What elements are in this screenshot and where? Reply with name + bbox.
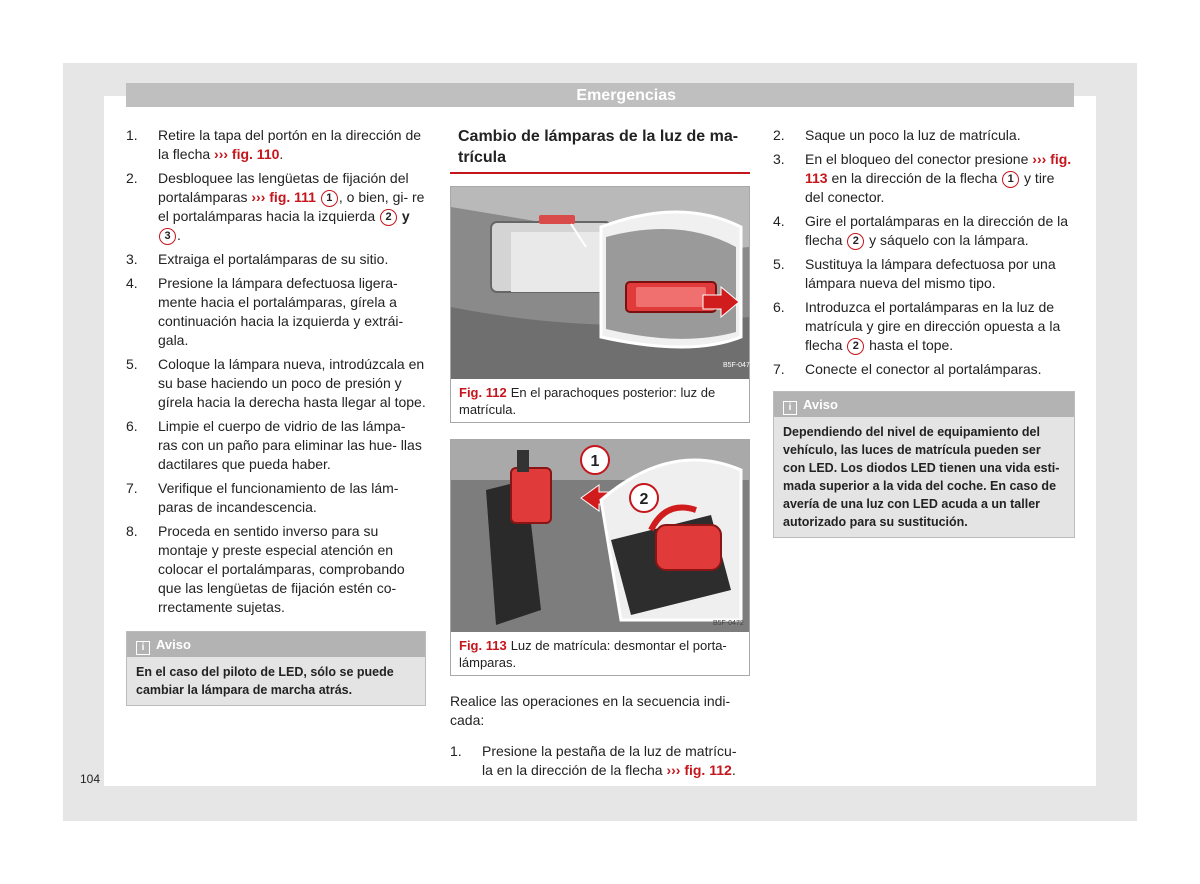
step-item [773, 212, 1075, 250]
step-item [126, 355, 426, 412]
step-number: 7. [126, 480, 138, 496]
step-text: Coloque la lámpara nueva, introdúzcala en su base haciendo un poco de presión y gírela hacia la derecha hasta llegar al tope. [158, 356, 426, 410]
step-text: . [731, 762, 736, 778]
step-text: , o bien, gi- re el portalámparas hacia la izquierda [158, 189, 425, 224]
step-number: 1. [126, 127, 138, 143]
section-title: Cambio de lámparas de la luz de ma- trícula [450, 126, 750, 174]
callout-number: 3 [159, 228, 176, 245]
notice-box-1 [126, 631, 426, 706]
figure-reference-link[interactable]: ››› fig. 113 [805, 151, 1072, 186]
step-item [126, 250, 426, 269]
step-number: 5. [126, 356, 138, 372]
step-item [126, 522, 426, 617]
column-2 [450, 126, 754, 785]
info-icon: i [136, 641, 150, 655]
figure-reference-link[interactable]: ››› fig. 110 [214, 146, 280, 162]
figure-caption [451, 632, 749, 675]
step-text: Retire la tapa del portón en la dirección de la flecha [158, 127, 422, 162]
step-number: 6. [773, 299, 785, 315]
notice-body: En el caso del piloto de LED, sólo se puede cambiar la lámpara de marcha atrás. [136, 665, 394, 697]
info-icon: i [783, 401, 797, 415]
step-text [316, 189, 320, 205]
step-text: Presione la lámpara defectuosa ligera- mente hacia el portalámparas, gírela a continuación hacia la izquierda y extrái- gala. [158, 275, 404, 348]
step-item [773, 298, 1075, 355]
step-text: y tire del conector. [805, 170, 1055, 205]
step-number: 4. [126, 275, 138, 291]
step-text: Introduzca el portalámparas en la luz de matrícula y gire en dirección opuesta a la flecha [805, 299, 1061, 353]
section-header [126, 83, 1074, 107]
license-plate-light-illustration [451, 187, 754, 379]
step-item [773, 150, 1075, 207]
step-number: 2. [773, 127, 785, 143]
figure-label: Fig. 112 [459, 385, 507, 400]
callout-number: 2 [380, 209, 397, 226]
callout-number: 1 [321, 190, 338, 207]
figure-caption-text: En el parachoques posterior: luz de matrícula. [459, 385, 716, 417]
step-number: 3. [126, 251, 138, 267]
lamp-holder-removal-illustration [451, 440, 749, 632]
step-number: 7. [773, 361, 785, 377]
steps-list-1 [126, 126, 426, 617]
notice-body: Dependiendo del nivel de equipamiento del vehículo, las luces de matrícula pueden ser con LED. Los diodos LED tienen una vida esti- mada superior a la vida del coche. En caso de avería de una luz con LED acuda a un taller autorizado para su sustitución. [783, 425, 1060, 529]
step-number: 3. [773, 151, 785, 167]
step-number: 1. [450, 743, 462, 759]
figure-113 [450, 439, 750, 676]
page-number: 104 [80, 772, 101, 786]
step-text: Gire el portalámparas en la dirección de la flecha [805, 213, 1069, 248]
step-text: Presione la pestaña de la luz de matrícu- la en la dirección de la flecha [482, 743, 737, 778]
section-header-title: Emergencias [576, 87, 676, 104]
step-item [773, 126, 1075, 145]
figure-caption-text: Luz de matrícula: desmontar el porta- lámparas. [459, 638, 727, 670]
notice-box-2 [773, 391, 1075, 538]
column-3 [773, 126, 1075, 538]
step-number: 2. [126, 170, 138, 186]
callout-1: 1 [590, 453, 600, 470]
step-item [126, 274, 426, 350]
callout-number: 2 [847, 338, 864, 355]
step-item [126, 417, 426, 474]
notice-title: Aviso [803, 397, 838, 412]
step-text: y [398, 208, 410, 224]
step-text: . [279, 146, 284, 162]
step-number: 5. [773, 256, 785, 272]
step-text: Verifique el funcionamiento de las lám- paras de incandescencia. [158, 480, 399, 515]
figure-reference-link[interactable]: ››› fig. 112 [666, 762, 732, 778]
step-text: . [177, 227, 181, 243]
step-number: 8. [126, 523, 138, 539]
step-item [126, 126, 426, 164]
callout-number: 2 [847, 233, 864, 250]
step-text: Desbloquee las lengüetas de fijación del portalámparas [158, 170, 409, 205]
step-text: Extraiga el portalámparas de su sitio. [158, 251, 389, 267]
figure-112 [450, 186, 754, 423]
step-text: Sustituya la lámpara defectuosa por una lámpara nueva del mismo tipo. [805, 256, 1056, 291]
figure-reference-link[interactable]: ››› fig. 111 [251, 189, 316, 205]
figure-caption [451, 379, 749, 422]
step-item [773, 255, 1075, 293]
notice-header [774, 392, 1074, 417]
steps-list-2 [450, 742, 750, 780]
column-1 [126, 126, 426, 706]
step-text: Conecte el conector al portalámparas. [805, 361, 1042, 377]
step-text: Saque un poco la luz de matrícula. [805, 127, 1021, 143]
step-item [126, 479, 426, 517]
step-text: en la dirección de la flecha [827, 170, 1002, 186]
figure-code: B5F-0472 [713, 620, 744, 627]
step-text: En el bloqueo del conector presione [805, 151, 1033, 167]
step-item [126, 169, 426, 245]
notice-header [127, 632, 425, 657]
figure-label: Fig. 113 [459, 638, 507, 653]
figure-code: B5F-0471 [723, 362, 754, 369]
intro-paragraph: Realice las operaciones en la secuencia indi- cada: [450, 693, 731, 728]
notice-title: Aviso [156, 637, 191, 652]
callout-2: 2 [639, 491, 649, 508]
callout-number: 1 [1002, 171, 1019, 188]
step-item [773, 360, 1075, 379]
step-number: 4. [773, 213, 785, 229]
step-text: Proceda en sentido inverso para su montaje y preste especial atención en colocar el portalámparas, comprobando que las lengüetas de fijación estén co- rrectamente sujetas. [158, 523, 405, 615]
steps-list-3 [773, 126, 1075, 379]
step-number: 6. [126, 418, 138, 434]
step-text: Limpie el cuerpo de vidrio de las lámpa- ras con un paño para eliminar las hue- llas dactilares que pueda haber. [158, 418, 422, 472]
step-text: y sáquelo con la lámpara. [865, 232, 1029, 248]
step-item [450, 742, 750, 780]
step-text: hasta el tope. [865, 337, 954, 353]
